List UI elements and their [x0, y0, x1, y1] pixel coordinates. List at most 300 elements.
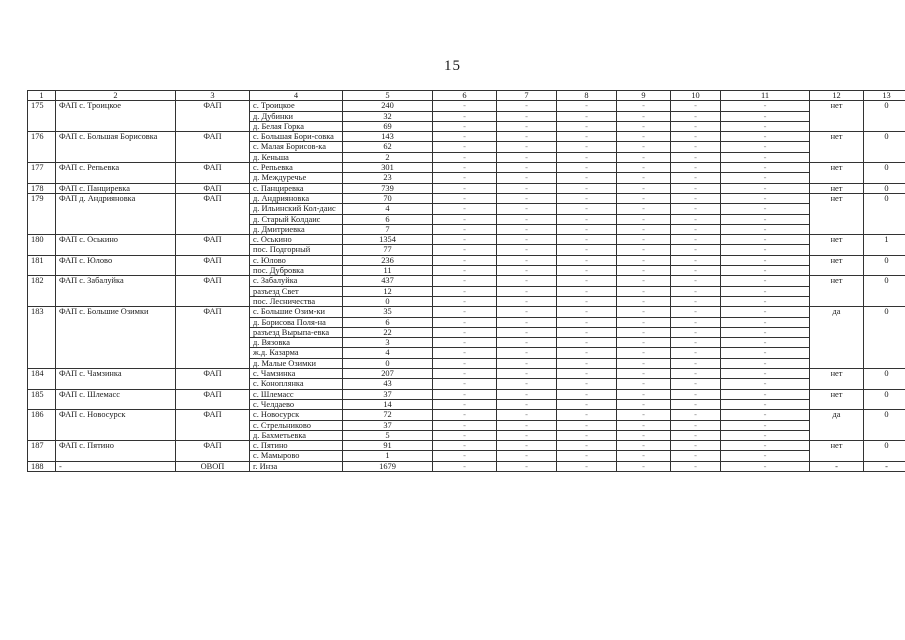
- dash-cell: -: [433, 255, 497, 265]
- dash-cell: -: [671, 410, 721, 420]
- dash-cell: -: [557, 317, 617, 327]
- dash-cell: -: [557, 152, 617, 162]
- facility-name: ФАП д. Андрияновка: [56, 193, 176, 234]
- dash-cell: -: [497, 121, 557, 131]
- column-13-value: -: [864, 461, 905, 471]
- dash-cell: -: [497, 296, 557, 306]
- settlement-name: д. Малые Озимки: [250, 358, 343, 368]
- settlement-name: д. Междуречье: [250, 173, 343, 183]
- population: 69: [343, 121, 433, 131]
- population: 143: [343, 132, 433, 142]
- settlement-name: разъезд Свет: [250, 286, 343, 296]
- dash-cell: -: [721, 245, 810, 255]
- facility-type: ФАП: [176, 255, 250, 276]
- dash-cell: -: [671, 276, 721, 286]
- settlement-name: разъезд Вырыпа-евка: [250, 327, 343, 337]
- dash-cell: -: [433, 451, 497, 461]
- table-row: [28, 235, 905, 245]
- settlement-name: с. Троицкое: [250, 101, 343, 111]
- dash-cell: -: [433, 348, 497, 358]
- dash-cell: -: [721, 338, 810, 348]
- row-number: 182: [28, 276, 56, 307]
- dash-cell: -: [557, 255, 617, 265]
- population: 11: [343, 266, 433, 276]
- column-13-value: 0: [864, 307, 905, 369]
- table-row: [28, 255, 905, 265]
- dash-cell: -: [557, 193, 617, 203]
- dash-cell: -: [721, 379, 810, 389]
- population: 1354: [343, 235, 433, 245]
- settlement-name: д. Дубинки: [250, 111, 343, 121]
- dash-cell: -: [721, 451, 810, 461]
- facility-name: -: [56, 461, 176, 471]
- dash-cell: -: [671, 255, 721, 265]
- dash-cell: -: [671, 101, 721, 111]
- dash-cell: -: [433, 317, 497, 327]
- dash-cell: -: [671, 327, 721, 337]
- settlement-name: с. Чамзинка: [250, 369, 343, 379]
- settlement-name: ж.д. Казарма: [250, 348, 343, 358]
- dash-cell: -: [671, 338, 721, 348]
- dash-cell: -: [497, 441, 557, 451]
- population: 32: [343, 111, 433, 121]
- dash-cell: -: [671, 132, 721, 142]
- dash-cell: -: [721, 420, 810, 430]
- dash-cell: -: [617, 255, 671, 265]
- dash-cell: -: [557, 296, 617, 306]
- dash-cell: -: [721, 461, 810, 471]
- dash-cell: -: [671, 379, 721, 389]
- dash-cell: -: [617, 296, 671, 306]
- dash-cell: -: [721, 369, 810, 379]
- dash-cell: -: [557, 173, 617, 183]
- dash-cell: -: [433, 132, 497, 142]
- page-number: 15: [444, 58, 461, 74]
- column-13-value: 0: [864, 132, 905, 163]
- row-number: 188: [28, 461, 56, 471]
- dash-cell: -: [433, 173, 497, 183]
- dash-cell: -: [557, 101, 617, 111]
- dash-cell: -: [433, 338, 497, 348]
- dash-cell: -: [557, 245, 617, 255]
- dash-cell: -: [721, 121, 810, 131]
- dash-cell: -: [671, 152, 721, 162]
- row-number: 175: [28, 101, 56, 132]
- column-13-value: 0: [864, 101, 905, 132]
- population: 6: [343, 317, 433, 327]
- dash-cell: -: [721, 255, 810, 265]
- population: 72: [343, 410, 433, 420]
- dash-cell: -: [721, 183, 810, 193]
- dash-cell: -: [671, 348, 721, 358]
- dash-cell: -: [497, 348, 557, 358]
- facility-name: ФАП с. Пятино: [56, 441, 176, 462]
- population: 37: [343, 420, 433, 430]
- column-13-value: 0: [864, 441, 905, 462]
- dash-cell: -: [671, 307, 721, 317]
- settlement-name: д. Белая Горка: [250, 121, 343, 131]
- population: 437: [343, 276, 433, 286]
- header-cell: 8: [557, 91, 617, 101]
- column-12-value: нет: [810, 441, 864, 462]
- dash-cell: -: [671, 358, 721, 368]
- population: 6: [343, 214, 433, 224]
- dash-cell: -: [721, 224, 810, 234]
- dash-cell: -: [433, 276, 497, 286]
- dash-cell: -: [671, 441, 721, 451]
- facility-name: ФАП с. Большая Борисовка: [56, 132, 176, 163]
- column-12-value: нет: [810, 255, 864, 276]
- population: 2: [343, 152, 433, 162]
- dash-cell: -: [433, 296, 497, 306]
- population: 70: [343, 193, 433, 203]
- dash-cell: -: [721, 214, 810, 224]
- population: 4: [343, 348, 433, 358]
- dash-cell: -: [721, 142, 810, 152]
- dash-cell: -: [617, 369, 671, 379]
- settlement-name: д. Дмитриевка: [250, 224, 343, 234]
- population: 3: [343, 338, 433, 348]
- dash-cell: -: [617, 235, 671, 245]
- dash-cell: -: [617, 183, 671, 193]
- dash-cell: -: [557, 451, 617, 461]
- dash-cell: -: [433, 358, 497, 368]
- dash-cell: -: [721, 327, 810, 337]
- settlement-name: с. Панциревка: [250, 183, 343, 193]
- settlement-name: с. Мамырово: [250, 451, 343, 461]
- dash-cell: -: [433, 142, 497, 152]
- dash-cell: -: [497, 327, 557, 337]
- row-number: 180: [28, 235, 56, 256]
- population: 739: [343, 183, 433, 193]
- facility-name: ФАП с. Новосурск: [56, 410, 176, 441]
- column-12-value: нет: [810, 389, 864, 410]
- dash-cell: -: [617, 193, 671, 203]
- dash-cell: -: [721, 358, 810, 368]
- fap-table: [27, 90, 905, 472]
- dash-cell: -: [617, 101, 671, 111]
- population: 1679: [343, 461, 433, 471]
- settlement-name: с. Забалуйка: [250, 276, 343, 286]
- population: 301: [343, 163, 433, 173]
- dash-cell: -: [433, 101, 497, 111]
- dash-cell: -: [671, 204, 721, 214]
- settlement-name: д. Андрияновка: [250, 193, 343, 203]
- facility-type: ФАП: [176, 389, 250, 410]
- table-row: [28, 410, 905, 420]
- facility-type: ФАП: [176, 193, 250, 234]
- table-row: [28, 461, 905, 471]
- dash-cell: -: [557, 399, 617, 409]
- dash-cell: -: [721, 132, 810, 142]
- dash-cell: -: [617, 430, 671, 440]
- dash-cell: -: [433, 286, 497, 296]
- dash-cell: -: [721, 163, 810, 173]
- dash-cell: -: [617, 266, 671, 276]
- dash-cell: -: [433, 245, 497, 255]
- column-12-value: нет: [810, 132, 864, 163]
- dash-cell: -: [433, 121, 497, 131]
- settlement-name: с. Пятино: [250, 441, 343, 451]
- facility-name: ФАП с. Забалуйка: [56, 276, 176, 307]
- dash-cell: -: [433, 379, 497, 389]
- facility-type: ФАП: [176, 410, 250, 441]
- dash-cell: -: [721, 399, 810, 409]
- settlement-name: с. Челдаево: [250, 399, 343, 409]
- dash-cell: -: [721, 152, 810, 162]
- settlement-name: с. Большие Озим-ки: [250, 307, 343, 317]
- dash-cell: -: [497, 266, 557, 276]
- dash-cell: -: [497, 235, 557, 245]
- dash-cell: -: [557, 121, 617, 131]
- column-13-value: 0: [864, 255, 905, 276]
- settlement-name: с. Новосурск: [250, 410, 343, 420]
- population: 43: [343, 379, 433, 389]
- dash-cell: -: [671, 430, 721, 440]
- dash-cell: -: [721, 410, 810, 420]
- settlement-name: г. Инза: [250, 461, 343, 471]
- row-number: 187: [28, 441, 56, 462]
- dash-cell: -: [671, 389, 721, 399]
- facility-type: ФАП: [176, 441, 250, 462]
- header-cell: 7: [497, 91, 557, 101]
- dash-cell: -: [557, 307, 617, 317]
- settlement-name: д. Кеньша: [250, 152, 343, 162]
- dash-cell: -: [433, 193, 497, 203]
- table-row: [28, 307, 905, 317]
- dash-cell: -: [671, 369, 721, 379]
- header-cell: 11: [721, 91, 810, 101]
- dash-cell: -: [557, 389, 617, 399]
- population: 14: [343, 399, 433, 409]
- dash-cell: -: [721, 266, 810, 276]
- dash-cell: -: [497, 255, 557, 265]
- dash-cell: -: [557, 224, 617, 234]
- population: 4: [343, 204, 433, 214]
- header-cell: 3: [176, 91, 250, 101]
- table-row: [28, 163, 905, 173]
- population: 0: [343, 296, 433, 306]
- column-12-value: -: [810, 461, 864, 471]
- dash-cell: -: [671, 266, 721, 276]
- dash-cell: -: [557, 266, 617, 276]
- population: 236: [343, 255, 433, 265]
- population: 91: [343, 441, 433, 451]
- dash-cell: -: [721, 111, 810, 121]
- dash-cell: -: [557, 420, 617, 430]
- dash-cell: -: [433, 224, 497, 234]
- dash-cell: -: [617, 307, 671, 317]
- population: 7: [343, 224, 433, 234]
- dash-cell: -: [557, 327, 617, 337]
- settlement-name: с. Стрельниково: [250, 420, 343, 430]
- dash-cell: -: [721, 101, 810, 111]
- settlement-name: с. Юлово: [250, 255, 343, 265]
- dash-cell: -: [497, 214, 557, 224]
- dash-cell: -: [557, 338, 617, 348]
- dash-cell: -: [433, 214, 497, 224]
- dash-cell: -: [433, 163, 497, 173]
- dash-cell: -: [557, 358, 617, 368]
- dash-cell: -: [557, 204, 617, 214]
- dash-cell: -: [557, 441, 617, 451]
- dash-cell: -: [721, 286, 810, 296]
- dash-cell: -: [497, 193, 557, 203]
- dash-cell: -: [433, 266, 497, 276]
- column-13-value: 0: [864, 369, 905, 390]
- header-cell: 12: [810, 91, 864, 101]
- dash-cell: -: [617, 204, 671, 214]
- dash-cell: -: [721, 235, 810, 245]
- dash-cell: -: [497, 132, 557, 142]
- row-number: 178: [28, 183, 56, 193]
- settlement-name: д. Бахметьевка: [250, 430, 343, 440]
- dash-cell: -: [617, 389, 671, 399]
- dash-cell: -: [671, 183, 721, 193]
- dash-cell: -: [557, 430, 617, 440]
- row-number: 177: [28, 163, 56, 184]
- population: 5: [343, 430, 433, 440]
- dash-cell: -: [557, 142, 617, 152]
- dash-cell: -: [671, 317, 721, 327]
- dash-cell: -: [617, 214, 671, 224]
- population: 35: [343, 307, 433, 317]
- table-row: [28, 276, 905, 286]
- header-cell: 9: [617, 91, 671, 101]
- settlement-name: с. Репьевка: [250, 163, 343, 173]
- dash-cell: -: [671, 245, 721, 255]
- dash-cell: -: [497, 101, 557, 111]
- column-12-value: нет: [810, 163, 864, 184]
- dash-cell: -: [557, 461, 617, 471]
- dash-cell: -: [497, 420, 557, 430]
- dash-cell: -: [497, 399, 557, 409]
- row-number: 179: [28, 193, 56, 234]
- population: 23: [343, 173, 433, 183]
- dash-cell: -: [497, 410, 557, 420]
- population: 37: [343, 389, 433, 399]
- header-cell: 1: [28, 91, 56, 101]
- row-number: 184: [28, 369, 56, 390]
- dash-cell: -: [617, 163, 671, 173]
- dash-cell: -: [617, 379, 671, 389]
- dash-cell: -: [497, 111, 557, 121]
- dash-cell: -: [671, 224, 721, 234]
- settlement-name: д. Старый Колдаис: [250, 214, 343, 224]
- dash-cell: -: [617, 121, 671, 131]
- dash-cell: -: [557, 410, 617, 420]
- dash-cell: -: [617, 152, 671, 162]
- column-13-value: 0: [864, 276, 905, 307]
- column-12-value: нет: [810, 183, 864, 193]
- column-12-value: нет: [810, 369, 864, 390]
- facility-name: ФАП с. Панциревка: [56, 183, 176, 193]
- column-12-value: да: [810, 410, 864, 441]
- dash-cell: -: [671, 142, 721, 152]
- dash-cell: -: [497, 142, 557, 152]
- column-13-value: 0: [864, 193, 905, 234]
- dash-cell: -: [721, 307, 810, 317]
- column-13-value: 0: [864, 410, 905, 441]
- dash-cell: -: [617, 142, 671, 152]
- population: 0: [343, 358, 433, 368]
- table-row: [28, 369, 905, 379]
- dash-cell: -: [617, 348, 671, 358]
- table-row: [28, 193, 905, 203]
- table-row: [28, 389, 905, 399]
- dash-cell: -: [497, 245, 557, 255]
- dash-cell: -: [617, 410, 671, 420]
- column-13-value: 0: [864, 163, 905, 184]
- column-number-row: [28, 91, 905, 101]
- dash-cell: -: [671, 121, 721, 131]
- dash-cell: -: [557, 183, 617, 193]
- dash-cell: -: [721, 430, 810, 440]
- table-row: [28, 183, 905, 193]
- header-cell: 13: [864, 91, 905, 101]
- column-12-value: нет: [810, 235, 864, 256]
- dash-cell: -: [433, 183, 497, 193]
- facility-name: ФАП с. Оськино: [56, 235, 176, 256]
- population: 77: [343, 245, 433, 255]
- facility-type: ФАП: [176, 163, 250, 184]
- dash-cell: -: [497, 183, 557, 193]
- dash-cell: -: [617, 327, 671, 337]
- row-number: 181: [28, 255, 56, 276]
- dash-cell: -: [433, 235, 497, 245]
- dash-cell: -: [721, 173, 810, 183]
- table-row: [28, 132, 905, 142]
- dash-cell: -: [557, 132, 617, 142]
- dash-cell: -: [433, 461, 497, 471]
- dash-cell: -: [497, 163, 557, 173]
- dash-cell: -: [617, 451, 671, 461]
- settlement-name: пос. Дубровка: [250, 266, 343, 276]
- dash-cell: -: [721, 276, 810, 286]
- population: 22: [343, 327, 433, 337]
- column-12-value: нет: [810, 276, 864, 307]
- dash-cell: -: [497, 173, 557, 183]
- dash-cell: -: [721, 193, 810, 203]
- dash-cell: -: [671, 399, 721, 409]
- population: 12: [343, 286, 433, 296]
- dash-cell: -: [721, 317, 810, 327]
- header-cell: 6: [433, 91, 497, 101]
- dash-cell: -: [497, 317, 557, 327]
- column-13-value: 0: [864, 183, 905, 193]
- dash-cell: -: [671, 111, 721, 121]
- column-12-value: нет: [810, 101, 864, 132]
- population: 62: [343, 142, 433, 152]
- header-cell: 10: [671, 91, 721, 101]
- dash-cell: -: [497, 461, 557, 471]
- dash-cell: -: [617, 461, 671, 471]
- dash-cell: -: [617, 441, 671, 451]
- population: 1: [343, 451, 433, 461]
- dash-cell: -: [617, 399, 671, 409]
- dash-cell: -: [497, 307, 557, 317]
- facility-type: ФАП: [176, 101, 250, 132]
- dash-cell: -: [721, 348, 810, 358]
- dash-cell: -: [497, 286, 557, 296]
- facility-type: ФАП: [176, 235, 250, 256]
- dash-cell: -: [433, 204, 497, 214]
- dash-cell: -: [671, 286, 721, 296]
- dash-cell: -: [557, 111, 617, 121]
- dash-cell: -: [617, 286, 671, 296]
- dash-cell: -: [617, 276, 671, 286]
- table-row: [28, 101, 905, 111]
